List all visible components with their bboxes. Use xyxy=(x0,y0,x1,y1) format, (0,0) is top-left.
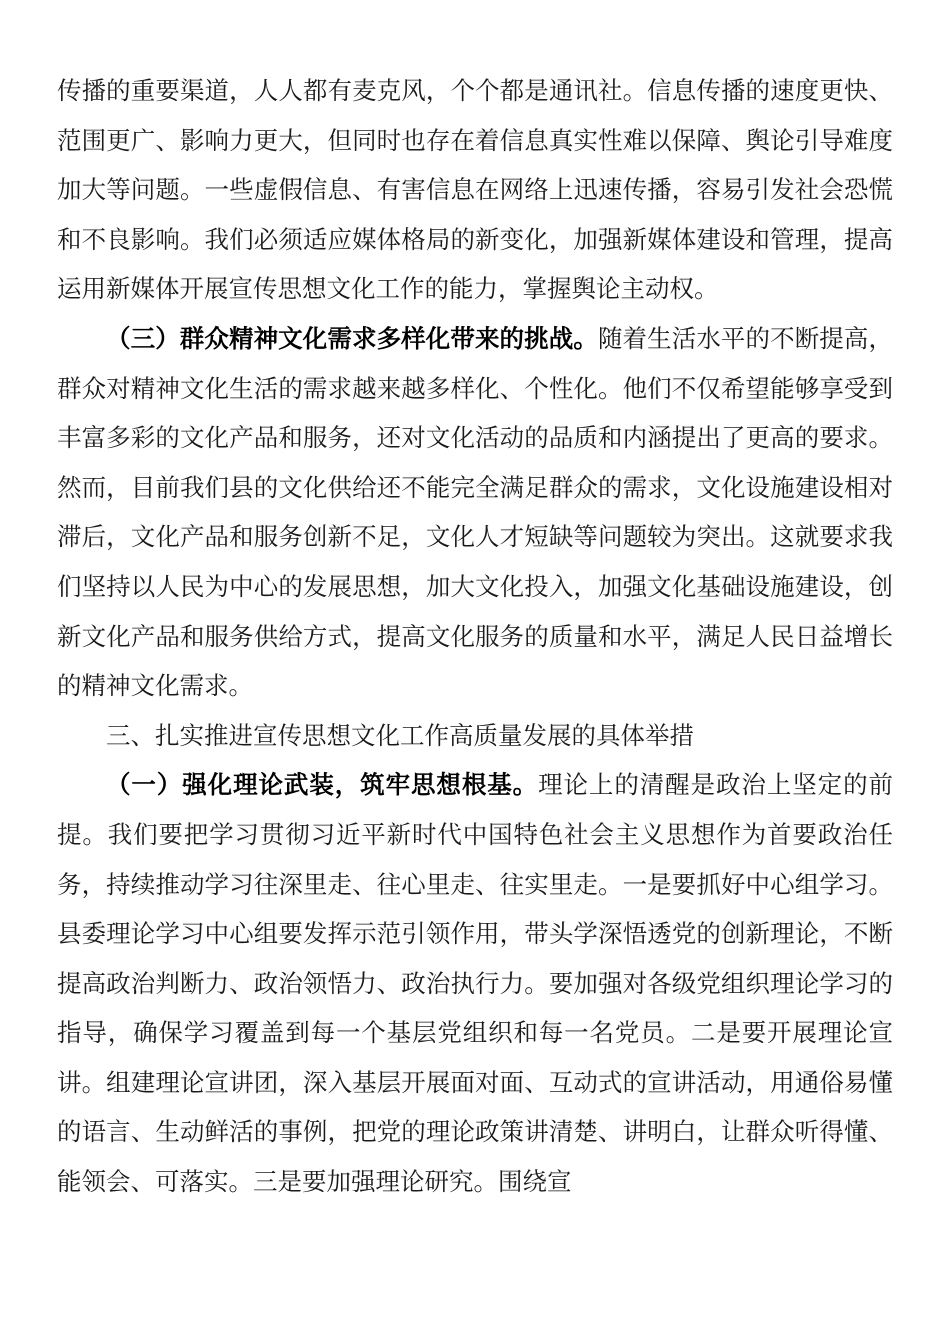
paragraph-text: 传播的重要渠道，人人都有麦克风，个个都是通讯社。信息传播的速度更快、范围更广、影响力更大，但同时也存在着信息真实性难以保障、舆论引导难度加大等问题。一些虚假信息、有害信息在网络上迅速传播，容易引发社会恐慌和不良影响。我们必须适应媒体格局的新变化，加强新媒体建设和管理，提高运用新媒体开展宣传思想文化工作的能力，掌握舆论主动权。 xyxy=(57,76,893,304)
paragraph-theory-armament xyxy=(57,760,893,1206)
section-title-text: 三、扎实推进宣传思想文化工作高质量发展的具体举措 xyxy=(106,720,694,750)
paragraph-cultural-demand-challenge xyxy=(57,314,893,711)
section-heading-bold: （一）强化理论武装，筑牢思想根基。 xyxy=(106,770,539,800)
document-body xyxy=(57,66,893,1207)
section-heading-bold: （三）群众精神文化需求多样化带来的挑战。 xyxy=(106,323,598,353)
paragraph-text: 理论上的清醒是政治上坚定的前提。我们要把学习贯彻习近平新时代中国特色社会主义思想作为首要政治任务，持续推动学习往深里走、往心里走、往实里走。一是要抓好中心组学习。县委理论学习中心组要发挥示范引领作用，带头学深悟透党的创新理论，不断提高政治判断力、政治领悟力、政治执行力。要加强对各级党组织理论学习的指导，确保学习覆盖到每一个基层党组织和每一名党员。二是要开展理论宣讲。组建理论宣讲团，深入基层开展面对面、互动式的宣讲活动，用通俗易懂的语言、生动鲜活的事例，把党的理论政策讲清楚、讲明白，让群众听得懂、能领会、可落实。三是要加强理论研究。围绕宣 xyxy=(57,770,894,1197)
section-title-specific-measures xyxy=(57,711,893,761)
paragraph-text: 随着生活水平的不断提高，群众对精神文化生活的需求越来越多样化、个性化。他们不仅希望能够享受到丰富多彩的文化产品和服务，还对文化活动的品质和内涵提出了更高的要求。然而，目前我们县的文化供给还不能完全满足群众的需求，文化设施建设相对滞后，文化产品和服务创新不足，文化人才短缺等问题较为突出。这就要求我们坚持以人民为中心的发展思想，加大文化投入，加强文化基础设施建设，创新文化产品和服务供给方式，提高文化服务的质量和水平，满足人民日益增长的精神文化需求。 xyxy=(57,323,894,701)
paragraph-media-change xyxy=(57,66,893,314)
